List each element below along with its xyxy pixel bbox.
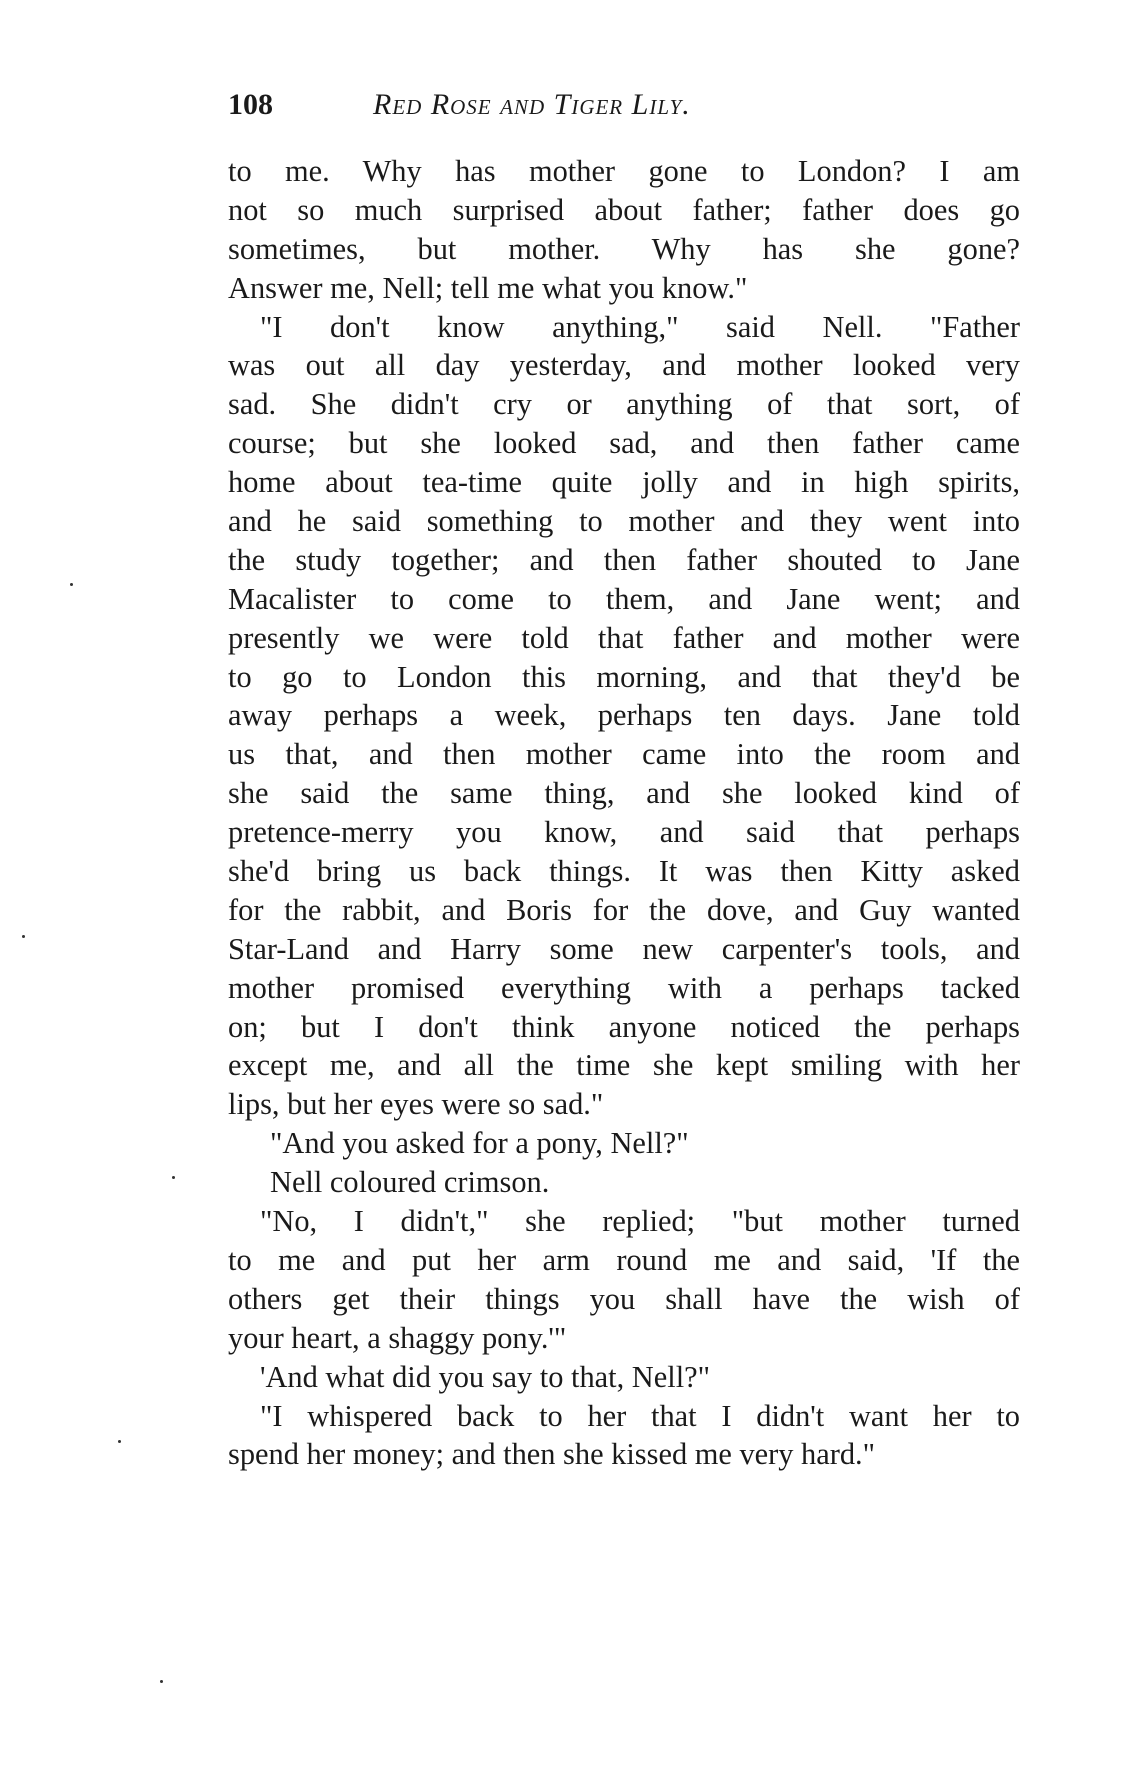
text-line: home about tea-time quite jolly and in high spirits, bbox=[228, 465, 1020, 500]
running-head: Red Rose and Tiger Lily. bbox=[373, 88, 691, 121]
body-text bbox=[228, 152, 1020, 1474]
scan-speck bbox=[22, 935, 25, 938]
text-line: others get their things you shall have the wish of bbox=[228, 1281, 1020, 1316]
text-line: "I whispered back to her that I didn't want her to bbox=[260, 1398, 1020, 1433]
text-line: and he said something to mother and they went into bbox=[228, 504, 1020, 539]
page-number: 108 bbox=[228, 88, 273, 121]
text-line: us that, and then mother came into the room and bbox=[228, 737, 1020, 772]
text-line: for the rabbit, and Boris for the dove, and Guy wanted bbox=[228, 892, 1020, 927]
text-line: lips, but her eyes were so sad." bbox=[228, 1087, 604, 1122]
page-header bbox=[228, 88, 1028, 128]
text-line: sometimes, but mother. Why has she gone? bbox=[228, 231, 1020, 266]
text-line: 'And what did you say to that, Nell?" bbox=[260, 1359, 711, 1394]
text-line: Answer me, Nell; tell me what you know." bbox=[228, 270, 748, 305]
text-line: to me and put her arm round me and said, 'If the bbox=[228, 1242, 1020, 1277]
text-line: sad. She didn't cry or anything of that sort, of bbox=[228, 387, 1020, 422]
text-line: "No, I didn't," she replied; "but mother turned bbox=[260, 1204, 1020, 1239]
text-line: your heart, a shaggy pony.'" bbox=[228, 1320, 567, 1355]
text-line: the study together; and then father shouted to Jane bbox=[228, 542, 1020, 577]
text-line: was out all day yesterday, and mother looked very bbox=[228, 348, 1020, 383]
text-line: pretence-merry you know, and said that perhaps bbox=[228, 815, 1020, 850]
text-line: she'd bring us back things. It was then Kitty asked bbox=[228, 854, 1020, 889]
text-line: course; but she looked sad, and then father came bbox=[228, 426, 1020, 461]
text-line: spend her money; and then she kissed me very hard." bbox=[228, 1437, 876, 1472]
text-line: to me. Why has mother gone to London? I am bbox=[228, 154, 1020, 188]
text-line: mother promised everything with a perhaps tacked bbox=[228, 970, 1020, 1005]
scan-speck bbox=[160, 1680, 163, 1683]
text-line: presently we were told that father and mother were bbox=[228, 620, 1020, 655]
text-line: Star-Land and Harry some new carpenter's tools, and bbox=[228, 931, 1020, 966]
scan-speck bbox=[172, 1176, 175, 1179]
scan-speck bbox=[70, 583, 73, 586]
text-line: "And you asked for a pony, Nell?" bbox=[270, 1126, 689, 1161]
scan-speck bbox=[118, 1440, 121, 1443]
text-line: except me, and all the time she kept smiling with her bbox=[228, 1048, 1020, 1083]
text-line: "I don't know anything," said Nell. "Father bbox=[260, 309, 1020, 344]
text-line: to go to London this morning, and that they'd be bbox=[228, 659, 1020, 694]
text-line: not so much surprised about father; father does go bbox=[228, 192, 1020, 227]
text-line: away perhaps a week, perhaps ten days. Jane told bbox=[228, 698, 1020, 733]
text-line: Nell coloured crimson. bbox=[270, 1165, 550, 1200]
text-line: on; but I don't think anyone noticed the perhaps bbox=[228, 1009, 1020, 1044]
text-line: she said the same thing, and she looked kind of bbox=[228, 776, 1020, 811]
text-line: Macalister to come to them, and Jane went; and bbox=[228, 581, 1020, 616]
